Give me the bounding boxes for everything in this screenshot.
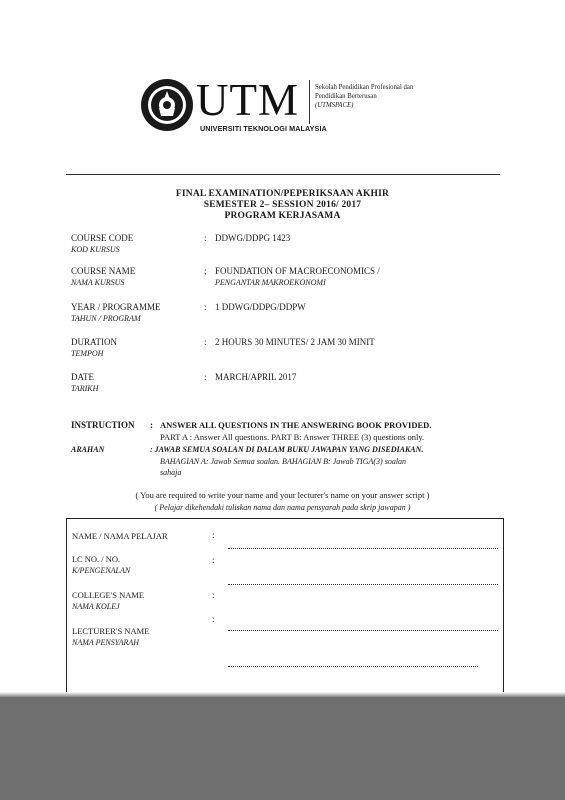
school-name-line-1: Sekolah Pendidikan Profesional dan	[315, 84, 414, 91]
exam-title-line-2: SEMESTER 2– SESSION 2016/ 2017	[203, 200, 362, 210]
requirement-note: ( You are required to write your name and your lecturer's name on your answer script )	[135, 490, 430, 500]
lecturer-name-field[interactable]	[228, 666, 478, 667]
course-code-label: COURSE CODE	[71, 233, 134, 243]
arahan-line-1: : JAWAB SEMUA SOALAN DI DALAM BUKU JAWAPAN YANG DISEDIAKAN.	[150, 445, 424, 454]
lecturer-name-label-ms: NAMA PENSYARAH	[72, 638, 140, 647]
student-name-field[interactable]	[228, 548, 498, 549]
ic-no-label-ms: K/PENGENALAN	[72, 566, 131, 575]
year-programme-label-ms: TAHUN / PROGRAM	[71, 314, 141, 323]
lecturer-name-colon: :	[212, 614, 215, 624]
course-name-value: FOUNDATION OF MACROECONOMICS /	[215, 266, 380, 276]
date-colon: :	[204, 372, 207, 382]
exam-title-line-1: FINAL EXAMINATION/PEPERIKSAAN AKHIR	[175, 189, 390, 199]
arahan-label: ARAHAN	[71, 445, 105, 454]
exam-title-line-3: PROGRAM KERJASAMA	[224, 211, 341, 221]
year-programme-label: YEAR / PROGRAMME	[71, 302, 161, 312]
scan-dark-region	[0, 697, 565, 800]
school-name-line-3: (UTMSPACE)	[315, 102, 354, 109]
student-details-box	[66, 518, 504, 703]
course-code-label-ms: KOD KURSUS	[71, 245, 120, 254]
utm-logo-text: UTM	[196, 75, 299, 125]
school-name-line-2: Pendidikan Berterusan	[315, 93, 377, 100]
university-name: UNIVERSITI TEKNOLOGI MALAYSIA	[200, 124, 327, 133]
college-name-field[interactable]	[228, 630, 498, 631]
arahan-line-2: BAHAGIAN A: Jawab Semua soalan. BAHAGIAN B: Jawab TIGA(3) soalan	[160, 457, 407, 466]
arahan-line-3: sahaja	[160, 468, 182, 477]
course-code-value: DDWG/DDPG 1423	[215, 233, 291, 243]
year-programme-colon: :	[204, 302, 207, 312]
course-name-colon: ;	[204, 266, 207, 276]
course-name-label-ms: NAMA KURSUS	[71, 278, 125, 287]
requirement-note-ms: ( Pelajar dikehendaki tuliskan nama dan nama pensyarah pada skrip jawapan )	[154, 503, 411, 512]
instruction-line-1: ANSWER ALL QUESTIONS IN THE ANSWERING BOOK PROVIDED.	[160, 420, 432, 430]
logo-divider	[309, 80, 310, 124]
lecturer-name-label: LECTURER'S NAME	[72, 626, 150, 636]
date-value: MARCH/APRIL 2017	[215, 372, 297, 382]
ic-no-field[interactable]	[228, 584, 498, 585]
ic-no-label: I.C NO. / NO.	[72, 554, 121, 564]
duration-label: DURATION	[71, 337, 117, 347]
student-name-label: NAME / NAMA PELAJAR	[72, 531, 168, 541]
date-label-ms: TARIKH	[71, 384, 99, 393]
instruction-colon: :	[150, 420, 153, 430]
duration-label-ms: TEMPOH	[71, 349, 104, 358]
utm-seal-icon	[140, 78, 194, 132]
instruction-line-2: PART A : Answer All questions. PART B: Answer THREE (3) questions only.	[160, 432, 425, 442]
duration-colon: :	[204, 337, 207, 347]
duration-value: 2 HOURS 30 MINUTES/ 2 JAM 30 MINIT	[215, 337, 375, 347]
college-name-label: COLLEGE'S NAME	[72, 590, 145, 600]
ic-no-colon: :	[212, 555, 215, 565]
course-code-colon: :	[204, 233, 207, 243]
course-name-label: COURSE NAME	[71, 266, 136, 276]
year-programme-value: 1 DDWG/DDPG/DDPW	[215, 302, 306, 312]
student-name-colon: :	[212, 530, 215, 540]
date-label: DATE	[71, 372, 94, 382]
college-name-colon: :	[212, 590, 215, 600]
instruction-label: INSTRUCTION	[71, 420, 135, 430]
course-name-value-ms: PENGANTAR MAKROEKONOMI	[215, 278, 326, 287]
college-name-label-ms: NAMA KOLEJ	[72, 602, 120, 611]
header-divider	[66, 174, 500, 175]
